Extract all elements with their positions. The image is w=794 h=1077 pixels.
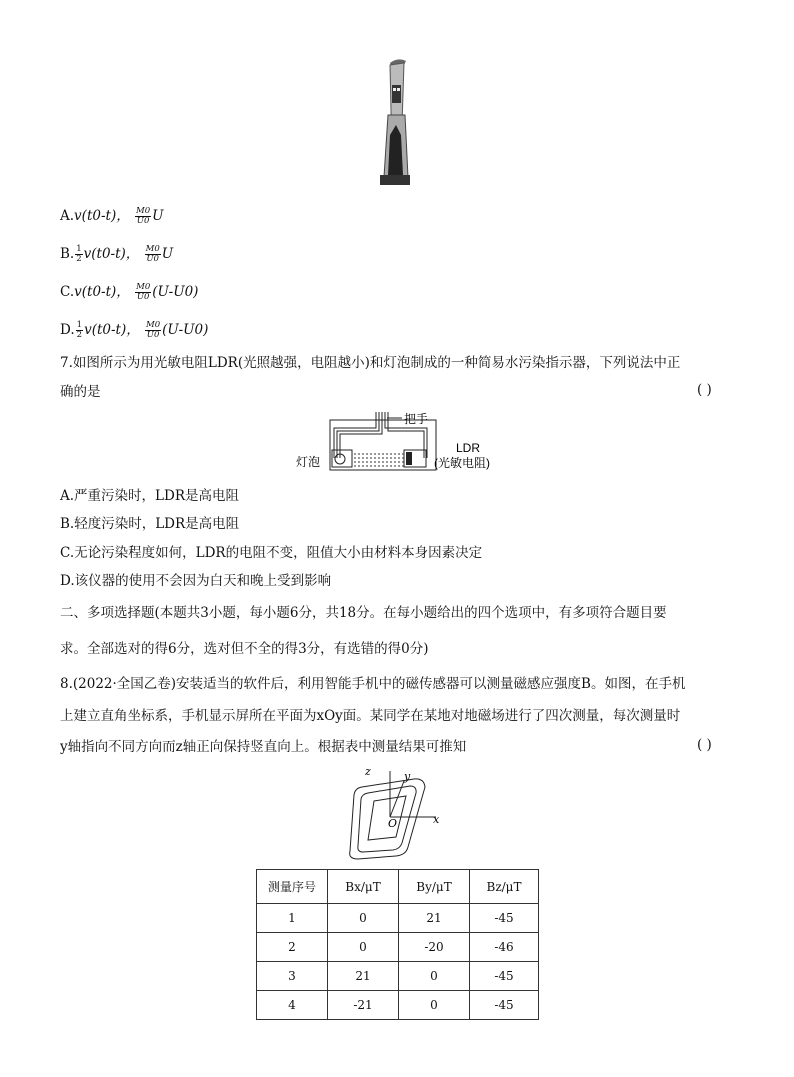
table-cell: -21 xyxy=(328,991,399,1020)
table-cell: 4 xyxy=(257,991,328,1020)
table-row xyxy=(257,991,539,1020)
q8-answer-paren: ( ) xyxy=(697,737,712,753)
table-cell: -20 xyxy=(399,933,470,962)
table-cell: 0 xyxy=(328,904,399,933)
section2-line1: 二、多项选择题(本题共3小题，每小题6分，共18分。在每小题给出的四个选项中，有多项符合题目要 xyxy=(60,605,667,621)
table-cell: 21 xyxy=(399,904,470,933)
table-header: By/μT xyxy=(399,870,470,904)
x-axis-label: x xyxy=(433,813,440,826)
measurement-table xyxy=(256,869,539,1020)
table-header: Bz/μT xyxy=(470,870,539,904)
q7-stem-line1: 7.如图所示为用光敏电阻LDR(光照越强，电阻越小)和灯泡制成的一种简易水污染指示器，下列说法中正 xyxy=(60,355,681,371)
bulb-label: 灯泡 xyxy=(296,455,321,469)
phone-axes-figure xyxy=(346,765,446,865)
fraction: $\frac{M0}{U0}$ xyxy=(136,282,151,302)
table-cell: -45 xyxy=(470,962,539,991)
q7-stem-line2: 确的是 xyxy=(60,384,101,400)
table-header: 测量序号 xyxy=(257,870,328,904)
ldr-label: LDR xyxy=(456,441,481,455)
table-cell: 0 xyxy=(328,933,399,962)
fraction: $\frac{M0}{U0}$ xyxy=(145,244,160,264)
table-header-row xyxy=(257,870,539,904)
q8-stem-line3: y轴指向不同方向而z轴正向保持竖直向上。根据表中测量结果可推知 xyxy=(60,739,467,755)
pollution-indicator-figure xyxy=(292,410,512,476)
q7-option-b: B.轻度污染时，LDR是高电阻 xyxy=(60,516,240,532)
table-cell: 21 xyxy=(328,962,399,991)
origin-label: O xyxy=(388,817,398,830)
table-cell: -45 xyxy=(470,904,539,933)
table-row xyxy=(257,962,539,991)
handle-label: 把手 xyxy=(404,412,429,426)
section2-line2: 求。全部选对的得6分，选对但不全的得3分，有选错的得0分) xyxy=(60,641,429,657)
height-scale-device-image xyxy=(368,55,418,190)
fraction: $\frac{M0}{U0}$ xyxy=(146,320,161,340)
table-cell: 1 xyxy=(257,904,328,933)
table-row xyxy=(257,904,539,933)
q7-option-c: C.无论污染程度如何，LDR的电阻不变，阻值大小由材料本身因素决定 xyxy=(60,545,483,561)
fraction: $\frac{M0}{U0}$ xyxy=(136,206,151,226)
table-cell: 0 xyxy=(399,991,470,1020)
option-6a: A.v(t0-t)， $\frac{M0}{U0}$ U xyxy=(60,206,164,226)
z-axis-label: z xyxy=(365,765,371,778)
ldr-desc-label: (光敏电阻) xyxy=(434,456,490,470)
table-cell: 0 xyxy=(399,962,470,991)
q8-stem-line1: 8.(2022·全国乙卷)安装适当的软件后，利用智能手机中的磁传感器可以测量磁感应强度B。如图，在手机 xyxy=(60,676,686,692)
option-6b: B. $\frac{1}{2}$ v(t0-t)， $\frac{M0}{U0}$ U xyxy=(60,244,174,264)
option-6d: D. $\frac{1}{2}$ v(t0-t)， $\frac{M0}{U0}$ (U-U0) xyxy=(60,320,209,340)
q8-stem-line2: 上建立直角坐标系，手机显示屏所在平面为xOy面。某同学在某地对地磁场进行了四次测量，每次测量时 xyxy=(60,708,681,724)
table-header: Bx/μT xyxy=(328,870,399,904)
q7-option-a: A.严重污染时，LDR是高电阻 xyxy=(60,488,239,504)
y-axis-label: y xyxy=(404,770,411,783)
half-fraction: $\frac{1}{2}$ xyxy=(76,320,83,340)
table-cell: -46 xyxy=(470,933,539,962)
q7-option-d: D.该仪器的使用不会因为白天和晚上受到影响 xyxy=(60,573,332,589)
option-6c: C.v(t0-t)， $\frac{M0}{U0}$ (U-U0) xyxy=(60,282,199,302)
half-fraction: $\frac{1}{2}$ xyxy=(76,244,82,264)
table-cell: -45 xyxy=(470,991,539,1020)
table-cell: 2 xyxy=(257,933,328,962)
table-row xyxy=(257,933,539,962)
q7-answer-paren: ( ) xyxy=(697,382,712,398)
table-cell: 3 xyxy=(257,962,328,991)
